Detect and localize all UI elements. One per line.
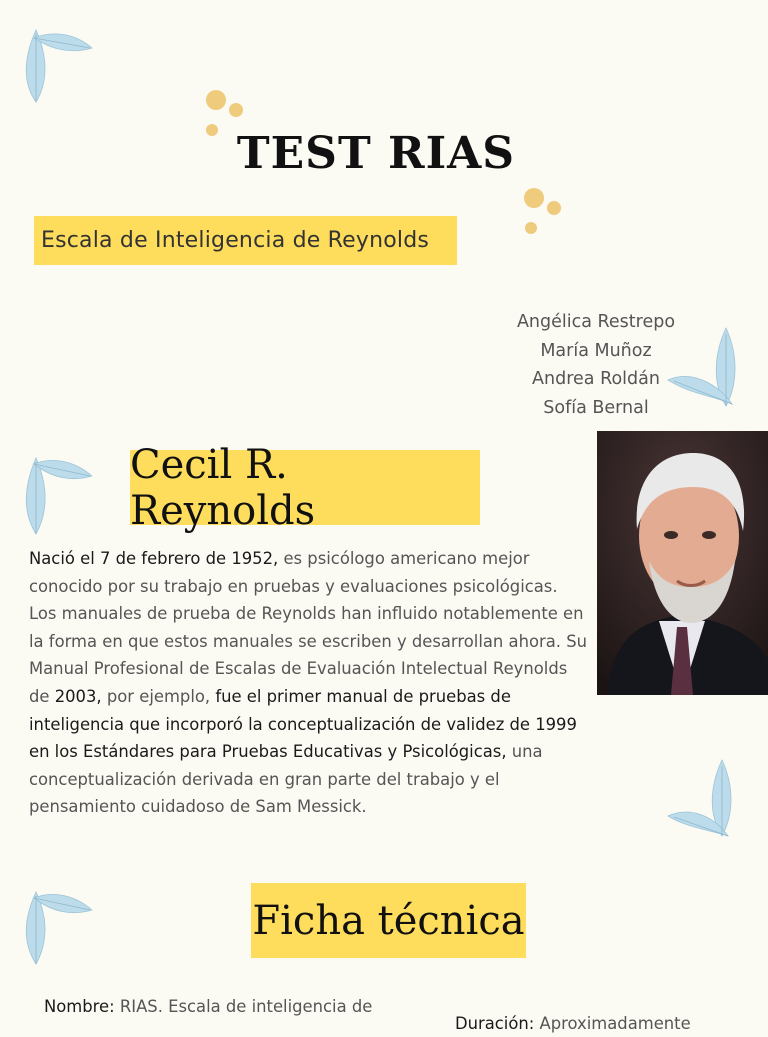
nombre-label: Nombre:	[44, 997, 115, 1016]
bio-birth: Nació el 7 de febrero de 1952,	[29, 549, 279, 568]
leaf-sprig-icon	[14, 884, 96, 968]
subtitle-text: Escala de Inteligencia de Reynolds	[41, 228, 430, 253]
bio-text: es psicólogo americano mejor conocido por su trabajo en pruebas y evaluaciones psicológicas. Los manuales de prueba de Reynolds han influido notablemente en la forma en que estos manuales se escriben y desarrollan ahora. Su Manual Profesional de Escalas de Evaluación Intelectual Reynolds de	[29, 549, 587, 706]
portrait-photo	[597, 431, 768, 695]
author-name: Sofía Bernal	[543, 397, 649, 418]
leaf-sprig-icon	[14, 450, 96, 538]
author-name: María Muñoz	[540, 340, 652, 361]
ficha-nombre	[44, 993, 404, 1020]
author-name: Andrea Roldán	[532, 369, 660, 389]
ficha-heading: Ficha técnica	[252, 897, 525, 944]
duracion-value: Aproximadamente	[534, 1014, 691, 1033]
leaf-sprig-icon	[666, 756, 748, 840]
nombre-value: RIAS. Escala de inteligencia de	[114, 997, 373, 1016]
person-name: Cecil R. Reynolds	[130, 441, 316, 534]
subtitle-banner	[34, 216, 457, 265]
bio-highlight: fue el primer manual de pruebas de inteligencia que incorporó la conceptualización de validez de 1999 en los Estándares para Pruebas Educativas y Psicológicas,	[29, 686, 577, 762]
bio-year: 2003,	[54, 686, 102, 706]
duracion-label: Duración:	[455, 1014, 535, 1033]
page-title: TEST RIAS	[236, 128, 516, 179]
ficha-heading-banner	[251, 883, 526, 958]
bio-text: una conceptualización derivada en gran parte del trabajo y el pensamiento cuidadoso de Sam Messick.	[29, 742, 543, 817]
bio-text: por ejemplo,	[101, 686, 216, 706]
author-name: Angélica Restrepo	[516, 312, 676, 332]
person-name-banner	[130, 441, 480, 534]
biography-paragraph	[29, 545, 589, 821]
authors-list	[488, 308, 704, 422]
leaf-sprig-icon	[14, 22, 96, 106]
gold-dots-icon	[518, 184, 568, 238]
